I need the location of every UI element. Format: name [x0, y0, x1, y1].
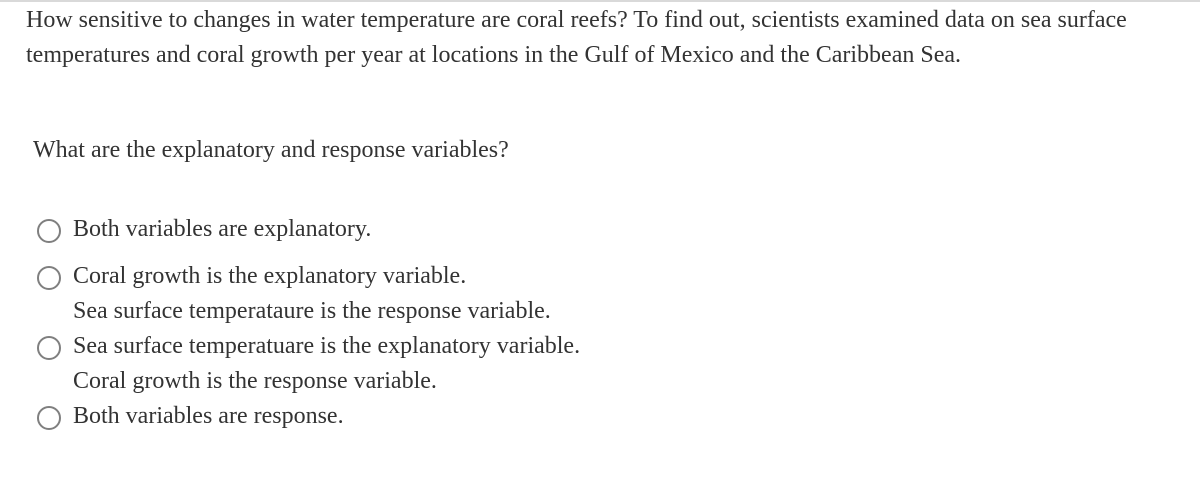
- radio-button[interactable]: [37, 336, 61, 360]
- top-divider: [0, 0, 1200, 2]
- radio-button[interactable]: [37, 406, 61, 430]
- problem-stem: How sensitive to changes in water temperature are coral reefs? To find out, scientists examined data on sea surface temperatures and coral growth per year at locations in the Gulf of Mexico and the Caribbean Sea.: [26, 7, 1127, 68]
- option-label: [73, 259, 551, 329]
- option-line: Coral growth is the response variable.: [73, 368, 437, 394]
- option-line: Sea surface temperatuare is the explanatory variable.: [73, 333, 581, 359]
- option-label: [73, 212, 371, 247]
- option-line: Coral growth is the explanatory variable.: [73, 263, 467, 289]
- option-line: Both variables are explanatory.: [73, 216, 372, 242]
- option-label: [73, 329, 580, 399]
- option-label: [73, 399, 344, 434]
- radio-button[interactable]: [37, 219, 61, 243]
- radio-button[interactable]: [37, 266, 61, 290]
- option-line: Both variables are response.: [73, 403, 344, 429]
- question-prompt: What are the explanatory and response variables?: [33, 137, 509, 163]
- option-line: Sea surface temperataure is the response variable.: [73, 298, 551, 324]
